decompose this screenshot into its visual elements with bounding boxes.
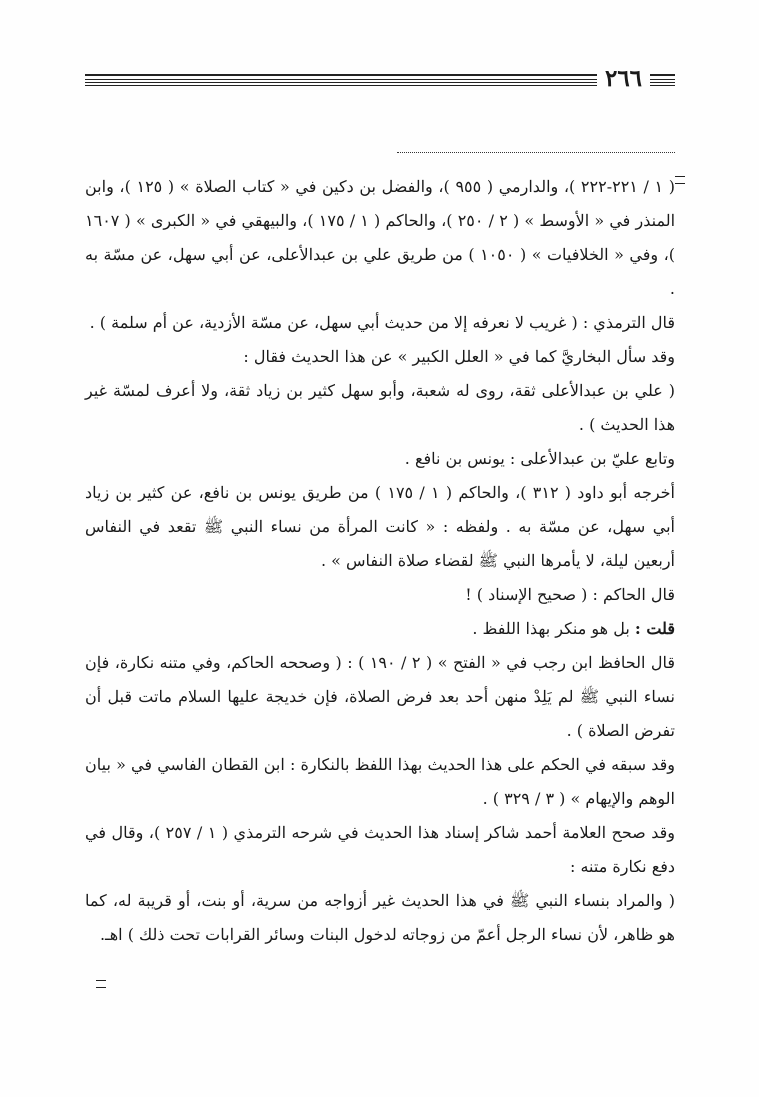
qult-label: قلت : [634, 619, 675, 638]
paragraph-abu-dawud: أخرجه أبو داود ( ٣١٢ )، والحاكم ( ١ / ١٧٥ ) من طريق يونس بن نافع، عن كثير بن زياد أبي سهل، عن مسّة به . ولفظه : « كانت المرأة من نساء النبي ﷺ تقعد في النفاس أربعين ليلة، لا يأمرها النبي ﷺ لقضاء صلاة النفاس » . [85, 483, 675, 570]
footnote-body [85, 170, 675, 952]
page-header [85, 64, 675, 94]
paragraph-quote-end: ( والمراد بنساء النبي ﷺ في هذا الحديث غير أزواجه من سرية، أو بنت، أو قريبة له، كما هو ظاهر، لأن نساء الرجل أعمّ من زوجاته لدخول البنات وسائر القرابات تحت ذلك ) اهـ. [85, 891, 675, 944]
paragraph-ibn-rajab: قال الحافظ ابن رجب في « الفتح » ( ٢ / ١٩٠ ) : ( وصححه الحاكم، وفي متنه نكارة، فإن نساء النبي ﷺ لم يَلِدْ منهن أحد بعد فرض الصلاة، فإن خديجة عليها السلام ماتت قبل أن تفرض الصلاة ) . [85, 653, 676, 740]
paragraph-tirmidhi: قال الترمذي : ( غريب لا نعرفه إلا من حديث أبي سهل، عن مسّة الأزدية، عن أم سلمة ) . [89, 313, 675, 332]
paragraph-follow-up: وتابع عليّ بن عبدالأعلى : يونس بن نافع . [404, 449, 675, 468]
paragraph-ahmad-shakir: وقد صحح العلامة أحمد شاكر إسناد هذا الحديث في شرحه الترمذي ( ١ / ٢٥٧ )، وقال في دفع نكارة متنه : [85, 823, 676, 876]
qult-text: بل هو منكر بهذا اللفظ . [472, 619, 630, 638]
footnote-separator [397, 152, 675, 153]
continuation-mark-top [675, 176, 685, 184]
page-number: ٢٦٦ [604, 65, 643, 92]
paragraph-sources: ( ١ / ٢٢١-٢٢٢ )، والدارمي ( ٩٥٥ )، والفضل بن دكين في « كتاب الصلاة » ( ١٢٥ )، وابن المنذر في « الأوسط » ( ٢ / ٢٥٠ )، والحاكم ( ١ / ١٧٥ )، والبيهقي في « الكبرى » ( ١٦٠٧ )، وفي « الخلافيات » ( ١٠٥٠ ) من طريق علي بن عبدالأعلى، عن أبي سهل، عن مسّة به . [85, 177, 676, 298]
paragraph-qult [85, 612, 675, 646]
paragraph-bukhari-answer: ( علي بن عبدالأعلى ثقة، روى له شعبة، وأبو سهل كثير بن زياد ثقة، ولا أعرف لمسّة غير هذا الحديث ) . [85, 381, 676, 434]
paragraph-hakim: قال الحاكم : ( صحيح الإسناد ) ! [465, 585, 675, 604]
header-rule-right [650, 74, 675, 88]
paragraph-ibn-qattan: وقد سبقه في الحكم على هذا الحديث بهذا اللفظ بالنكارة : ابن القطان الفاسي في « بيان الوهم والإيهام » ( ٣ / ٣٢٩ ) . [85, 755, 675, 808]
paragraph-bukhari-question: وقد سأل البخاريَّ كما في « العلل الكبير » عن هذا الحديث فقال : [243, 347, 675, 366]
header-rule-left [85, 74, 597, 88]
continuation-mark-bottom [96, 980, 106, 988]
